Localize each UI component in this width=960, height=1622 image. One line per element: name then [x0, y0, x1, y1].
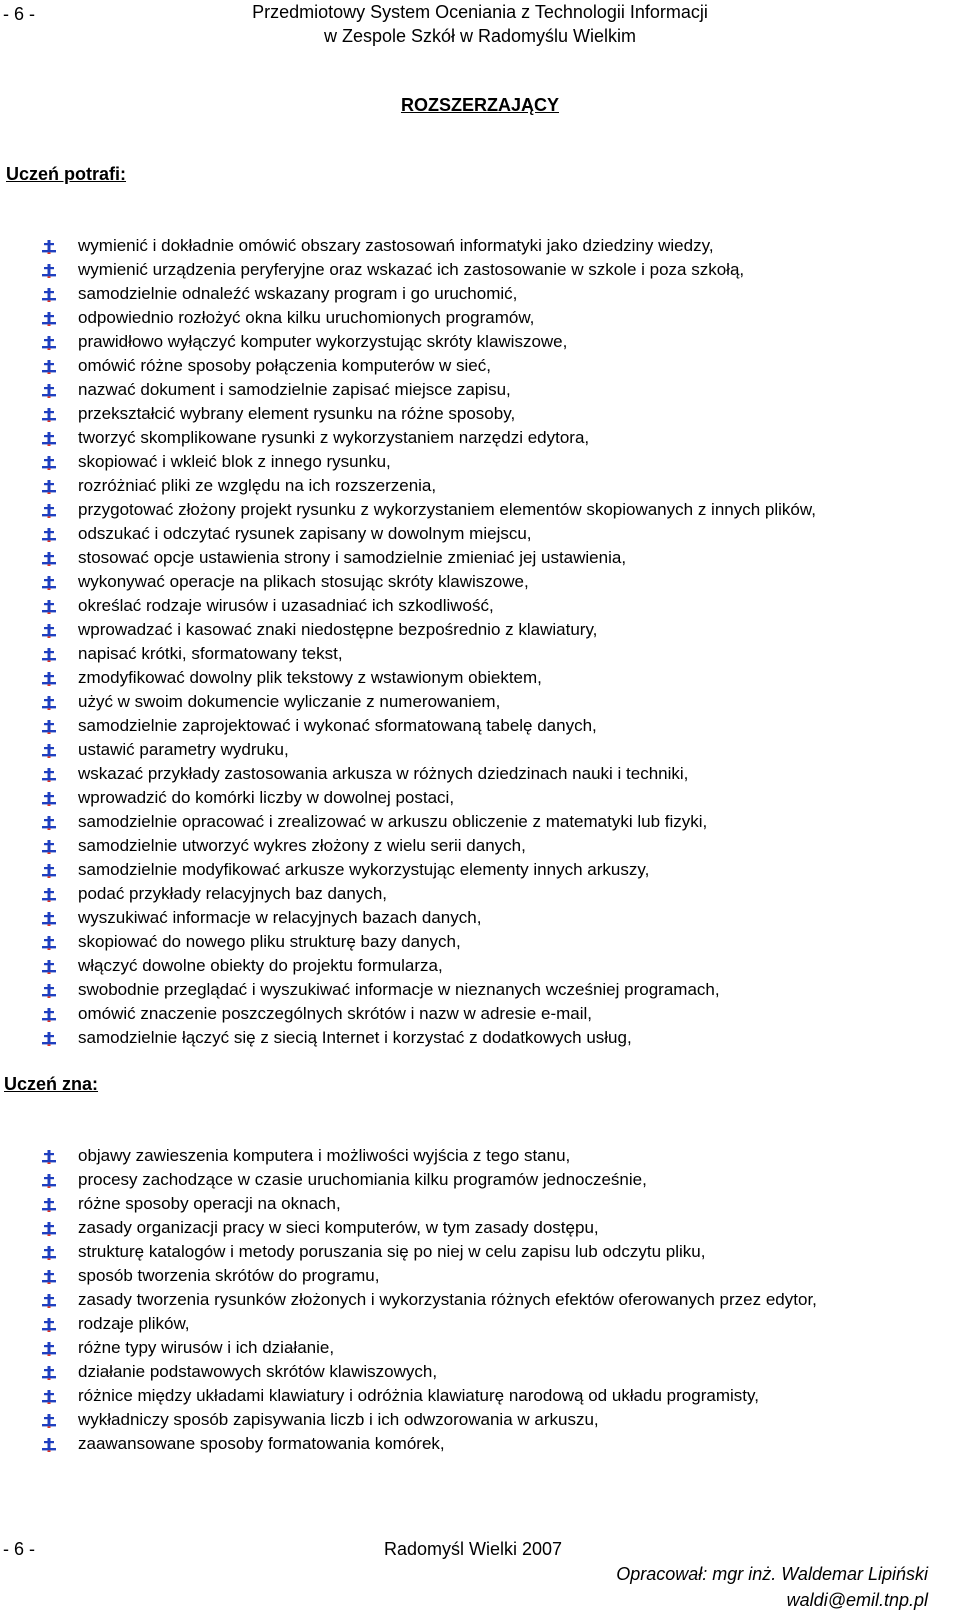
header-page-number: - 6 -: [3, 4, 36, 24]
list-item: [40, 594, 920, 618]
bullet-pin-icon: [42, 480, 56, 494]
list-item-text: różne sposoby operacji na oknach,: [78, 1194, 341, 1213]
section-title: ROZSZERZAJĄCY: [400, 95, 559, 115]
list-item-text: samodzielnie modyfikować arkusze wykorzystując elementy innych arkuszy,: [78, 860, 650, 879]
list-item-text: skopiować do nowego pliku strukturę bazy danych,: [78, 932, 461, 951]
header-title-line1: Przedmiotowy System Oceniania z Technologii Informacji: [252, 2, 708, 22]
list-item: [40, 882, 920, 906]
list-item: [40, 618, 920, 642]
list-item-text: zasady tworzenia rysunków złożonych i wykorzystania różnych efektów oferowanych przez edytor,: [78, 1290, 817, 1309]
list-item-text: podać przykłady relacyjnych baz danych,: [78, 884, 387, 903]
header-title: [210, 0, 750, 48]
bullet-pin-icon: [42, 456, 56, 470]
bullet-pin-icon: [42, 1270, 56, 1284]
list-item-text: różnice między układami klawiatury i odróżnia klawiaturę narodową od układu programisty,: [78, 1386, 759, 1405]
bullet-pin-icon: [42, 984, 56, 998]
list-item: [40, 570, 920, 594]
list-item: [40, 1264, 920, 1288]
list-item-text: użyć w swoim dokumencie wyliczanie z numerowaniem,: [78, 692, 501, 711]
list-item: [40, 954, 920, 978]
list-item: [40, 762, 920, 786]
list-item-text: odszukać i odczytać rysunek zapisany w dowolnym miejscu,: [78, 524, 532, 543]
list-item-text: wskazać przykłady zastosowania arkusza w różnych dziedzinach nauki i techniki,: [78, 764, 689, 783]
list-item: [40, 714, 920, 738]
zna-heading: Uczeń zna:: [4, 1074, 99, 1094]
bullet-pin-icon: [42, 1390, 56, 1404]
list-item-text: prawidłowo wyłączyć komputer wykorzystując skróty klawiszowe,: [78, 332, 568, 351]
bullet-pin-icon: [42, 1032, 56, 1046]
list-item-text: ustawić parametry wydruku,: [78, 740, 289, 759]
bullet-pin-icon: [42, 576, 56, 590]
list-item-text: stosować opcje ustawienia strony i samodzielnie zmieniać jej ustawienia,: [78, 548, 627, 567]
bullet-pin-icon: [42, 408, 56, 422]
bullet-pin-icon: [42, 240, 56, 254]
list-item: [40, 258, 920, 282]
footer-page-number: - 6 -: [3, 1539, 36, 1559]
bullet-pin-icon: [42, 768, 56, 782]
bullet-pin-icon: [42, 384, 56, 398]
list-item: [40, 1144, 920, 1168]
bullet-pin-icon: [42, 1008, 56, 1022]
list-item: [40, 426, 920, 450]
list-item-text: przekształcić wybrany element rysunku na różne sposoby,: [78, 404, 516, 423]
bullet-pin-icon: [42, 1318, 56, 1332]
list-item-text: różne typy wirusów i ich działanie,: [78, 1338, 335, 1357]
list-item-text: tworzyć skomplikowane rysunki z wykorzystaniem narzędzi edytora,: [78, 428, 590, 447]
list-item-text: zmodyfikować dowolny plik tekstowy z wstawionym obiektem,: [78, 668, 542, 687]
list-item-text: wprowadzić do komórki liczby w dowolnej postaci,: [78, 788, 455, 807]
bullet-pin-icon: [42, 888, 56, 902]
list-item: [40, 522, 920, 546]
list-item: [40, 306, 920, 330]
list-item-text: samodzielnie odnaleźć wskazany program i go uruchomić,: [78, 284, 518, 303]
list-item: [40, 858, 920, 882]
list-item: [40, 1432, 920, 1456]
bullet-pin-icon: [42, 1246, 56, 1260]
list-item: [40, 786, 920, 810]
bullet-pin-icon: [42, 528, 56, 542]
list-item-text: swobodnie przeglądać i wyszukiwać informacje w nieznanych wcześniej programach,: [78, 980, 720, 999]
bullet-pin-icon: [42, 648, 56, 662]
list-item-text: samodzielnie opracować i zrealizować w arkuszu obliczenie z matematyki lub fizyki,: [78, 812, 708, 831]
bullet-pin-icon: [42, 720, 56, 734]
list-item-text: określać rodzaje wirusów i uzasadniać ich szkodliwość,: [78, 596, 494, 615]
potrafi-list: [40, 234, 920, 1050]
list-item-text: rodzaje plików,: [78, 1314, 190, 1333]
potrafi-heading: Uczeń potrafi:: [6, 164, 127, 184]
list-item: [40, 1408, 920, 1432]
bullet-pin-icon: [42, 312, 56, 326]
bullet-pin-icon: [42, 504, 56, 518]
list-item-text: wymienić urządzenia peryferyjne oraz wskazać ich zastosowanie w szkole i poza szkołą,: [78, 260, 745, 279]
zna-list: [40, 1144, 920, 1456]
list-item-text: wprowadzać i kasować znaki niedostępne bezpośrednio z klawiatury,: [78, 620, 598, 639]
list-item-text: przygotować złożony projekt rysunku z wykorzystaniem elementów skopiowanych z innych plików,: [78, 500, 816, 519]
bullet-pin-icon: [42, 816, 56, 830]
bullet-pin-icon: [42, 1150, 56, 1164]
list-item: [40, 1240, 920, 1264]
footer-email: waldi@emil.tnp.pl: [786, 1590, 928, 1610]
list-item: [40, 690, 920, 714]
bullet-pin-icon: [42, 1198, 56, 1212]
list-item: [40, 738, 920, 762]
list-item: [40, 1026, 920, 1050]
bullet-pin-icon: [42, 432, 56, 446]
list-item: [40, 282, 920, 306]
header-title-line2: w Zespole Szkół w Radomyślu Wielkim: [323, 26, 637, 46]
list-item-text: wymienić i dokładnie omówić obszary zastosowań informatyki jako dziedziny wiedzy,: [78, 236, 714, 255]
bullet-pin-icon: [42, 672, 56, 686]
list-item-text: skopiować i wkleić blok z innego rysunku,: [78, 452, 391, 471]
list-item-text: napisać krótki, sformatowany tekst,: [78, 644, 343, 663]
list-item: [40, 666, 920, 690]
list-item: [40, 1168, 920, 1192]
list-item-text: samodzielnie łączyć się z siecią Internet i korzystać z dodatkowych usług,: [78, 1028, 632, 1047]
list-item: [40, 234, 920, 258]
list-item-text: działanie podstawowych skrótów klawiszowych,: [78, 1362, 438, 1381]
bullet-pin-icon: [42, 624, 56, 638]
list-item-text: procesy zachodzące w czasie uruchomiania kilku programów jednocześnie,: [78, 1170, 647, 1189]
bullet-pin-icon: [42, 264, 56, 278]
bullet-pin-icon: [42, 1366, 56, 1380]
list-item: [40, 978, 920, 1002]
list-item: [40, 834, 920, 858]
list-item: [40, 546, 920, 570]
bullet-pin-icon: [42, 696, 56, 710]
list-item-text: omówić znaczenie poszczególnych skrótów i nazw w adresie e-mail,: [78, 1004, 592, 1023]
list-item: [40, 450, 920, 474]
list-item: [40, 378, 920, 402]
bullet-pin-icon: [42, 912, 56, 926]
list-item: [40, 330, 920, 354]
list-item-text: wykładniczy sposób zapisywania liczb i ich odwzorowania w arkuszu,: [78, 1410, 599, 1429]
bullet-pin-icon: [42, 600, 56, 614]
list-item-text: samodzielnie zaprojektować i wykonać sformatowaną tabelę danych,: [78, 716, 597, 735]
list-item-text: włączyć dowolne obiekty do projektu formularza,: [78, 956, 443, 975]
bullet-pin-icon: [42, 1294, 56, 1308]
bullet-pin-icon: [42, 1414, 56, 1428]
bullet-pin-icon: [42, 792, 56, 806]
list-item: [40, 642, 920, 666]
list-item-text: samodzielnie utworzyć wykres złożony z wielu serii danych,: [78, 836, 526, 855]
bullet-pin-icon: [42, 840, 56, 854]
bullet-pin-icon: [42, 744, 56, 758]
list-item: [40, 1192, 920, 1216]
list-item: [40, 402, 920, 426]
bullet-pin-icon: [42, 552, 56, 566]
bullet-pin-icon: [42, 936, 56, 950]
footer-author: Opracował: mgr inż. Waldemar Lipiński: [616, 1564, 928, 1584]
bullet-pin-icon: [42, 864, 56, 878]
list-item: [40, 930, 920, 954]
bullet-pin-icon: [42, 1174, 56, 1188]
list-item: [40, 1312, 920, 1336]
bullet-pin-icon: [42, 1222, 56, 1236]
list-item: [40, 1336, 920, 1360]
bullet-pin-icon: [42, 1342, 56, 1356]
list-item: [40, 354, 920, 378]
list-item: [40, 498, 920, 522]
bullet-pin-icon: [42, 336, 56, 350]
list-item: [40, 1360, 920, 1384]
bullet-pin-icon: [42, 960, 56, 974]
list-item-text: zasady organizacji pracy w sieci komputerów, w tym zasady dostępu,: [78, 1218, 599, 1237]
list-item-text: zaawansowane sposoby formatowania komórek,: [78, 1434, 445, 1453]
list-item-text: wykonywać operacje na plikach stosując skróty klawiszowe,: [78, 572, 529, 591]
list-item-text: wyszukiwać informacje w relacyjnych bazach danych,: [78, 908, 482, 927]
list-item-text: sposób tworzenia skrótów do programu,: [78, 1266, 380, 1285]
list-item: [40, 1384, 920, 1408]
list-item: [40, 1288, 920, 1312]
list-item-text: odpowiednio rozłożyć okna kilku uruchomionych programów,: [78, 308, 535, 327]
list-item-text: nazwać dokument i samodzielnie zapisać miejsce zapisu,: [78, 380, 511, 399]
list-item: [40, 1216, 920, 1240]
footer-place-year: Radomyśl Wielki 2007: [384, 1539, 563, 1559]
list-item-text: objawy zawieszenia komputera i możliwości wyjścia z tego stanu,: [78, 1146, 571, 1165]
list-item: [40, 810, 920, 834]
bullet-pin-icon: [42, 1438, 56, 1452]
list-item-text: omówić różne sposoby połączenia komputerów w sieć,: [78, 356, 491, 375]
bullet-pin-icon: [42, 360, 56, 374]
list-item: [40, 1002, 920, 1026]
bullet-pin-icon: [42, 288, 56, 302]
list-item-text: strukturę katalogów i metody poruszania się po niej w celu zapisu lub odczytu pliku,: [78, 1242, 706, 1261]
list-item-text: rozróżniać pliki ze względu na ich rozszerzenia,: [78, 476, 437, 495]
list-item: [40, 474, 920, 498]
list-item: [40, 906, 920, 930]
